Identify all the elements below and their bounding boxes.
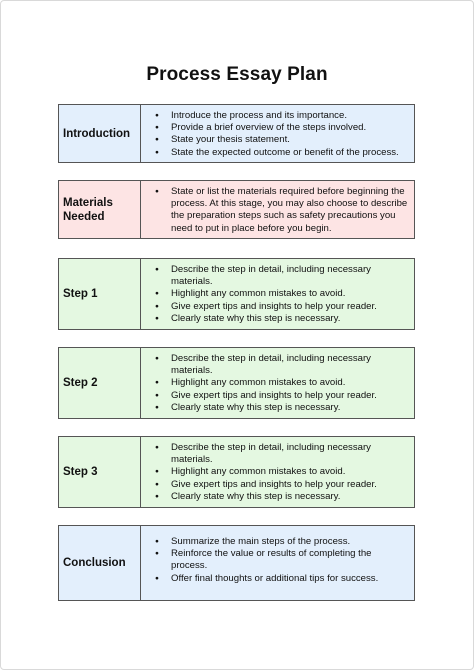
section-label-line: Materials: [63, 196, 113, 209]
section-content-materials-needed: [141, 181, 414, 238]
section-content-step-2: [141, 348, 414, 418]
list-item: ● Clearly state why this step is necessary.: [155, 402, 408, 414]
section-materials-needed: [58, 180, 415, 239]
list-item: ● Introduce the process and its importance.: [155, 110, 408, 122]
section-introduction: [58, 104, 415, 163]
section-step-1: [58, 258, 415, 330]
list-item: ● Describe the step in detail, including necessary materials.: [155, 264, 408, 288]
list-item: ● State the expected outcome or benefit of the process.: [155, 147, 408, 159]
list-item: ● Clearly state why this step is necessary.: [155, 313, 408, 325]
list-item: ● Reinforce the value or results of completing the process.: [155, 548, 408, 572]
section-content-step-1: [141, 259, 414, 329]
section-label-step-2: Step 2: [59, 348, 141, 418]
section-content-conclusion: [141, 526, 414, 600]
section-label-introduction: Introduction: [59, 105, 141, 162]
section-label-conclusion: Conclusion: [59, 526, 141, 600]
list-item: ● Highlight any common mistakes to avoid.: [155, 466, 408, 478]
section-step-2: [58, 347, 415, 419]
section-label-line: Needed: [63, 210, 105, 223]
bullet-list: [155, 264, 408, 325]
list-item: ● Highlight any common mistakes to avoid.: [155, 377, 408, 389]
list-item: ● Give expert tips and insights to help your reader.: [155, 479, 408, 491]
list-item: ● Provide a brief overview of the steps involved.: [155, 122, 408, 134]
list-item: ● State or list the materials required before beginning the process. At this stage, you may also choose to describe the preparation steps such as safety precautions you need to put in place before you begin.: [155, 186, 408, 235]
list-item: ● Offer final thoughts or additional tips for success.: [155, 573, 408, 585]
bullet-list: [155, 536, 408, 585]
bullet-list: [155, 442, 408, 503]
bullet-list: [155, 186, 408, 235]
section-label-materials-needed: [59, 181, 141, 238]
list-item: ● Give expert tips and insights to help your reader.: [155, 301, 408, 313]
section-content-introduction: [141, 105, 414, 162]
section-label-step-1: Step 1: [59, 259, 141, 329]
bullet-list: [155, 353, 408, 414]
list-item: ● Clearly state why this step is necessary.: [155, 491, 408, 503]
list-item: ● Give expert tips and insights to help your reader.: [155, 390, 408, 402]
list-item: ● Describe the step in detail, including necessary materials.: [155, 442, 408, 466]
bullet-list: [155, 110, 408, 159]
section-label-step-3: Step 3: [59, 437, 141, 507]
page-title: Process Essay Plan: [146, 64, 328, 85]
list-item: ● Highlight any common mistakes to avoid.: [155, 288, 408, 300]
list-item: ● Summarize the main steps of the process.: [155, 536, 408, 548]
section-conclusion: [58, 525, 415, 601]
list-item: ● State your thesis statement.: [155, 134, 408, 146]
list-item: ● Describe the step in detail, including necessary materials.: [155, 353, 408, 377]
section-content-step-3: [141, 437, 414, 507]
section-step-3: [58, 436, 415, 508]
